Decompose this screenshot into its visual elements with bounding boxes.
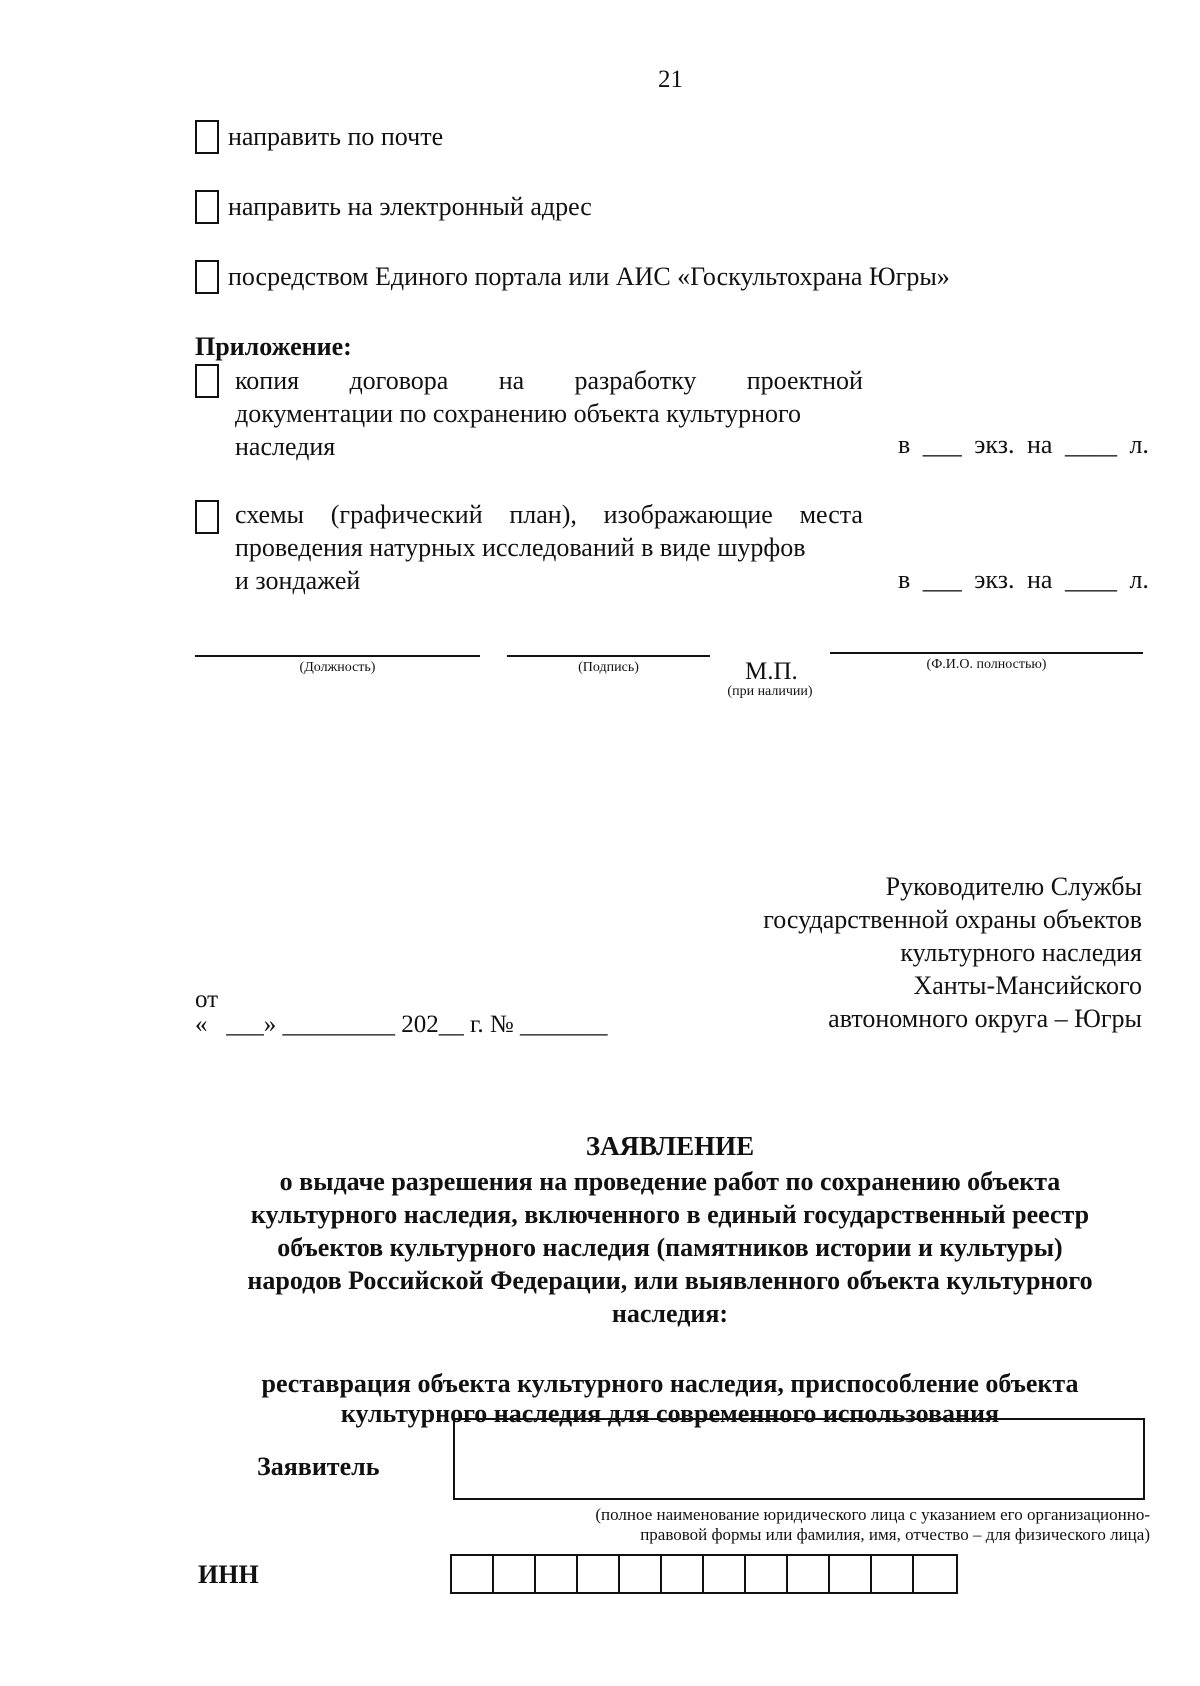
full-name-line[interactable] [830, 652, 1143, 654]
contract-copy-checkbox[interactable] [195, 364, 219, 398]
inn-cell[interactable] [452, 1556, 494, 1592]
mail-checkbox[interactable] [195, 120, 219, 154]
position-caption: (Должность) [299, 660, 376, 675]
inn-cell[interactable] [536, 1556, 578, 1592]
page-number: 21 [658, 66, 683, 93]
from-label: от [195, 986, 219, 1013]
inn-cell[interactable] [788, 1556, 830, 1592]
signature-line[interactable] [507, 655, 710, 657]
statement-subtitle-3: объектов культурного наследия (памятников истории и культуры) [277, 1233, 1063, 1262]
inn-cell[interactable] [872, 1556, 914, 1592]
statement-subtitle-2: культурного наследия, включенного в единый государственный реестр [250, 1200, 1090, 1229]
inn-input[interactable] [450, 1554, 958, 1594]
inn-cell[interactable] [914, 1556, 956, 1592]
inn-label: ИНН [198, 1560, 259, 1589]
addressee-line-4: Ханты-Мансийского [913, 971, 1142, 1000]
addressee-line-5: автономного округа – Югры [828, 1004, 1142, 1033]
statement-subtitle-4: народов Российской Федерации, или выявленного объекта культурного [247, 1266, 1093, 1295]
inn-cell[interactable] [494, 1556, 536, 1592]
portal-option-label: посредством Единого портала или АИС «Госкультохрана Югры» [228, 262, 950, 291]
contract-copy-line3: наследия [235, 432, 336, 461]
inn-cell[interactable] [830, 1556, 872, 1592]
inn-cell[interactable] [704, 1556, 746, 1592]
schemes-copies-count: в ___ экз. на ____ л. [898, 565, 1149, 594]
full-name-caption: (Ф.И.О. полностью) [926, 657, 1047, 672]
contract-copy-line1: копия договора на разработку проектной [235, 366, 863, 395]
applicant-input[interactable] [453, 1418, 1145, 1500]
applicant-label: Заявитель [257, 1452, 380, 1481]
schemes-checkbox[interactable] [195, 500, 219, 534]
appendix-heading: Приложение: [195, 332, 352, 361]
addressee-line-2: государственной охраны объектов [763, 905, 1142, 934]
contract-copies-count: в ___ экз. на ____ л. [898, 430, 1149, 459]
work-type-line-2: культурного наследия для современного использования [340, 1399, 1000, 1428]
statement-subtitle-5: наследия: [611, 1299, 729, 1328]
email-option-label: направить на электронный адрес [228, 192, 592, 221]
inn-cell[interactable] [620, 1556, 662, 1592]
contract-copy-line2: документации по сохранению объекта культурного [235, 399, 802, 428]
inn-cell[interactable] [746, 1556, 788, 1592]
mail-option-label: направить по почте [228, 122, 444, 151]
applicant-caption-2: правовой формы или фамилия, имя, отчество – для физического лица) [640, 1525, 1150, 1544]
stamp-label: М.П. [745, 658, 798, 685]
position-line[interactable] [195, 655, 480, 657]
applicant-caption-1: (полное наименование юридического лица с указанием его организационно- [595, 1505, 1150, 1524]
inn-cell[interactable] [662, 1556, 704, 1592]
addressee-line-3: культурного наследия [900, 938, 1142, 967]
portal-checkbox[interactable] [195, 260, 219, 294]
schemes-line2: проведения натурных исследований в виде шурфов [235, 533, 806, 562]
email-checkbox[interactable] [195, 190, 219, 224]
date-number-line[interactable]: « ___» _________ 202__ г. № _______ [195, 1011, 608, 1038]
addressee-line-1: Руководителю Службы [885, 872, 1142, 901]
statement-title: ЗАЯВЛЕНИЕ [585, 1131, 755, 1161]
inn-cell[interactable] [578, 1556, 620, 1592]
schemes-line1: схемы (графический план), изображающие места [235, 500, 863, 529]
work-type-line-1: реставрация объекта культурного наследия, приспособление объекта [261, 1369, 1079, 1398]
statement-subtitle-1: о выдаче разрешения на проведение работ по сохранению объекта [279, 1167, 1061, 1196]
stamp-caption: (при наличии) [727, 684, 813, 699]
signature-caption: (Подпись) [578, 660, 639, 675]
schemes-line3: и зондажей [235, 566, 361, 595]
